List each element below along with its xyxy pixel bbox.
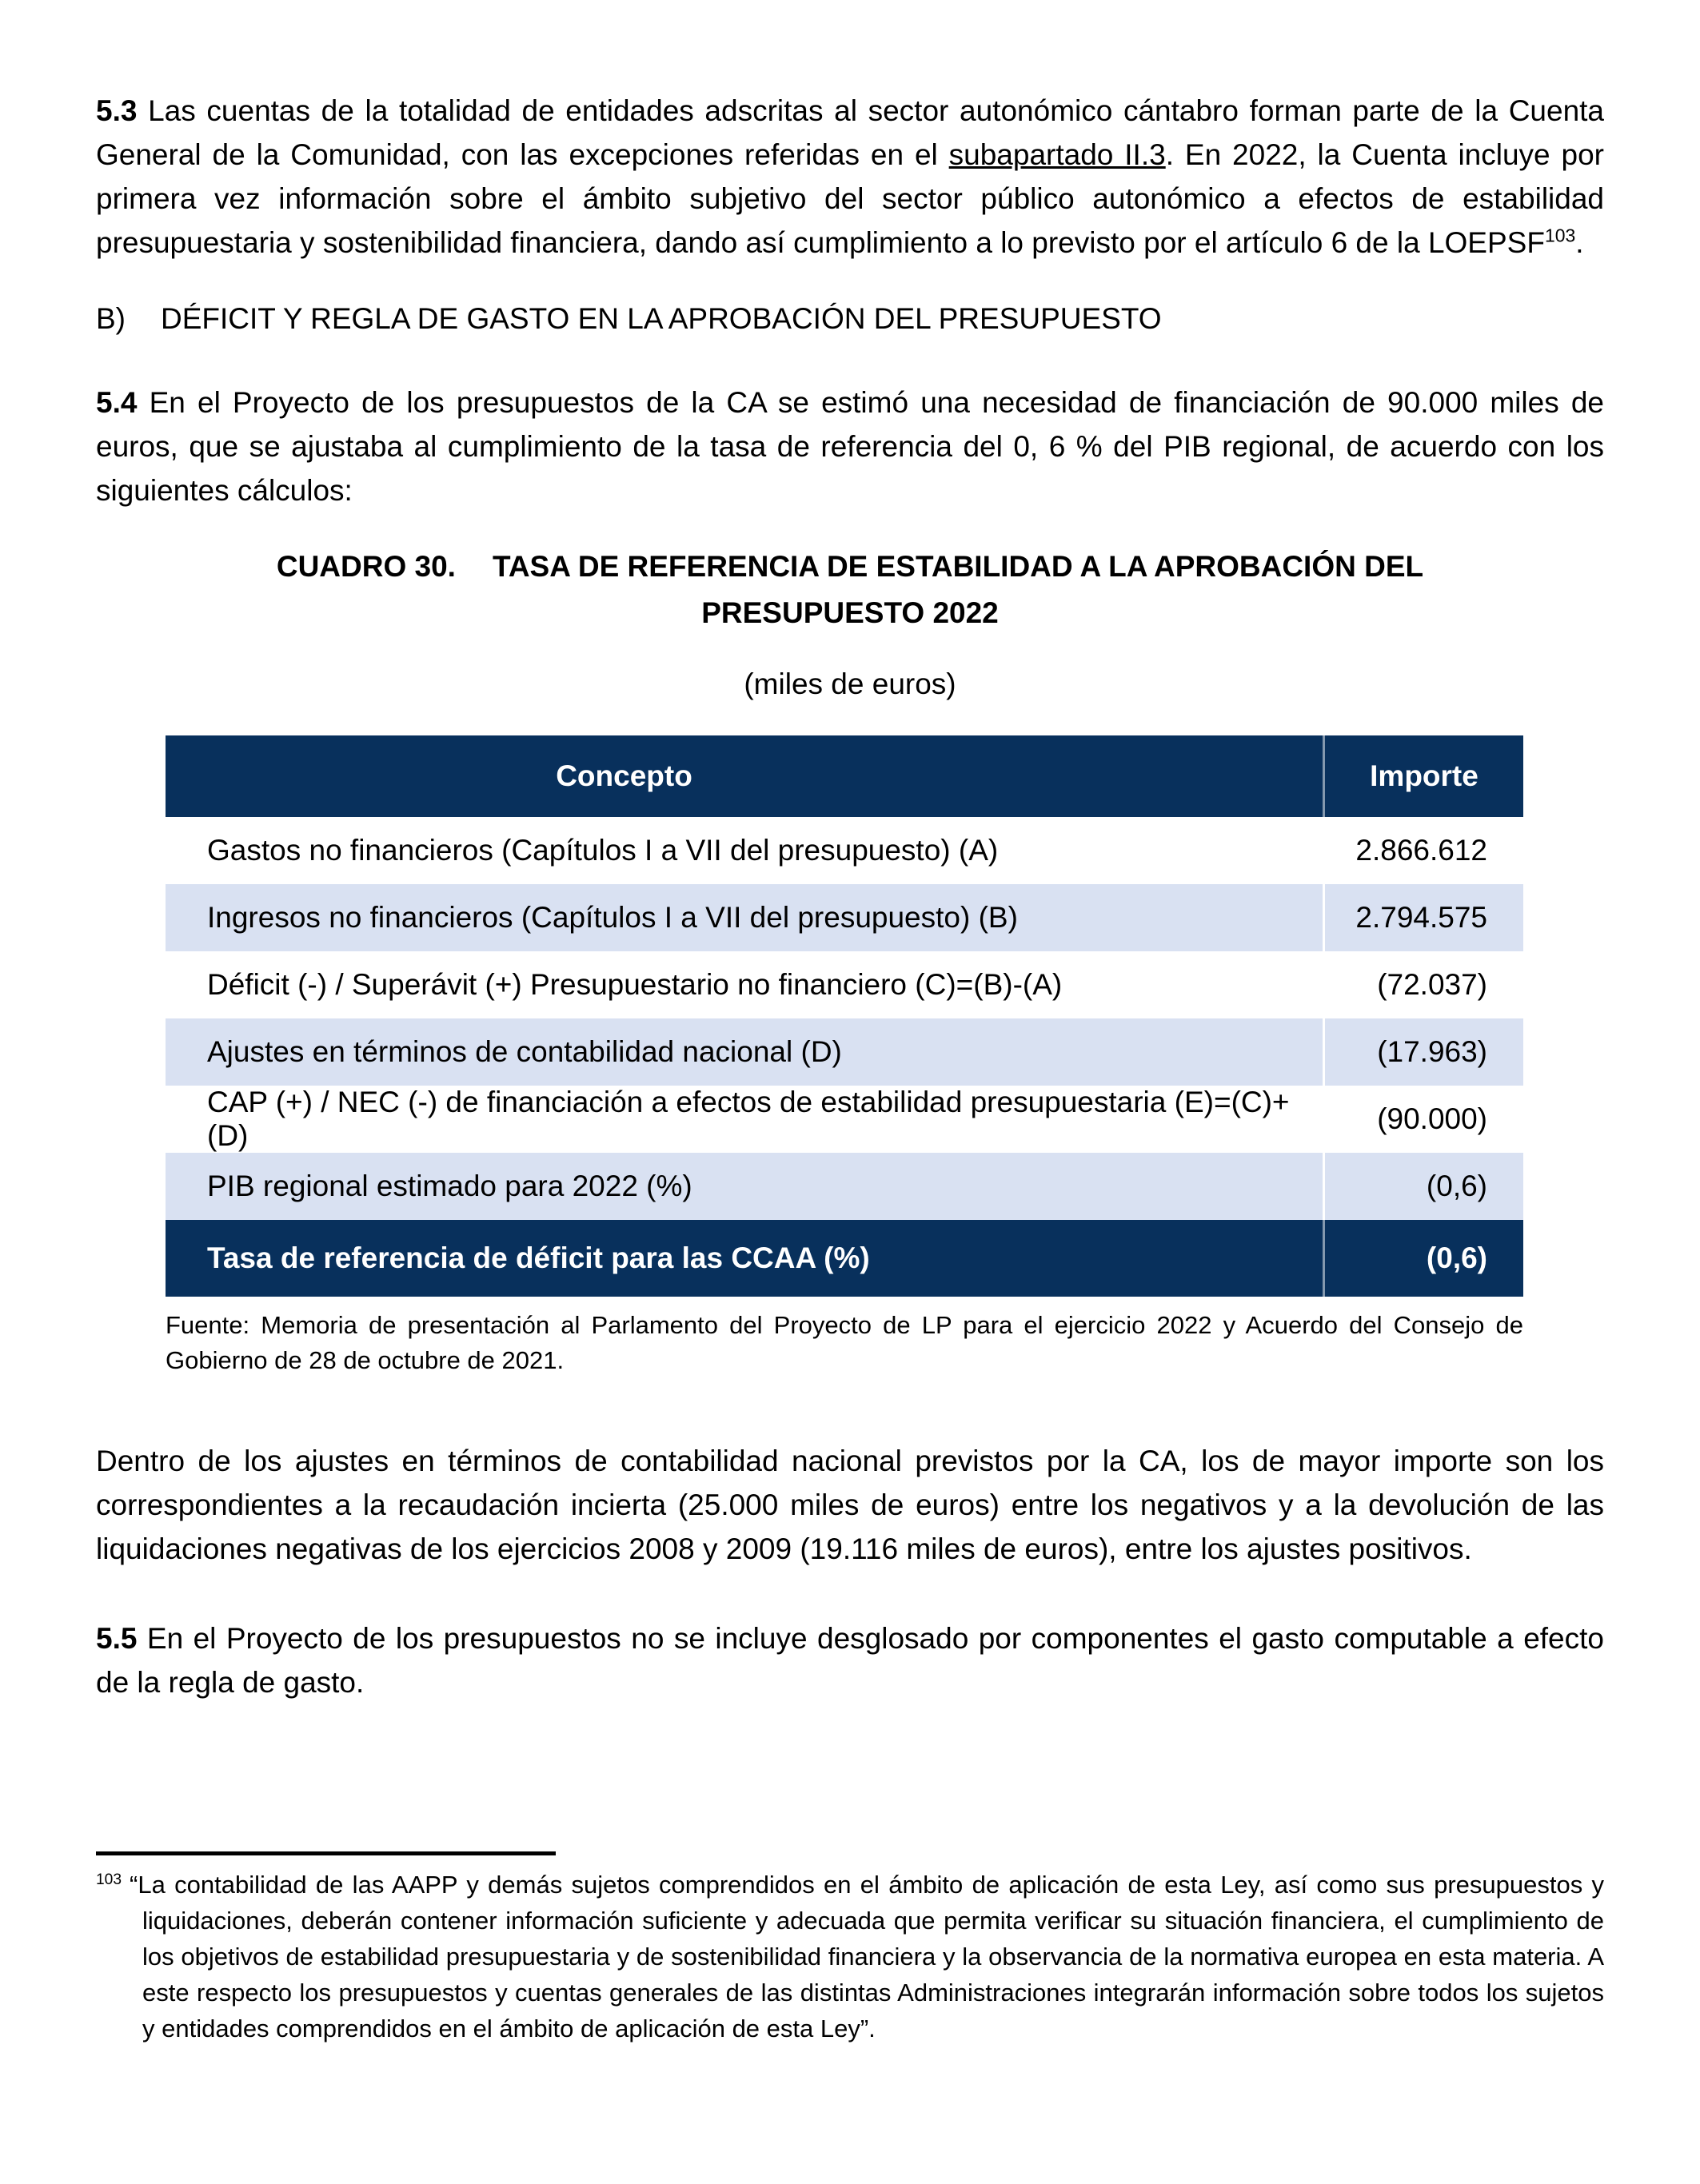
paragraph-adjustments <box>96 1439 1604 1571</box>
cell-importe: 2.794.575 <box>1323 884 1523 951</box>
paragraph-5-4 <box>96 381 1604 512</box>
cell-concepto: Déficit (-) / Superávit (+) Presupuestario no financiero (C)=(B)-(A) <box>166 951 1323 1018</box>
section-b-title: DÉFICIT Y REGLA DE GASTO EN LA APROBACIÓN DEL PRESUPUESTO <box>161 302 1162 335</box>
table-source-note: Fuente: Memoria de presentación al Parlamento del Proyecto de LP para el ejercicio 2022 y Acuerdo del Consejo de Gobierno de 28 de octubre de 2021. <box>166 1311 1523 1374</box>
cell-importe: (72.037) <box>1323 951 1523 1018</box>
section-b-heading <box>96 297 1604 341</box>
cell-importe: 2.866.612 <box>1323 817 1523 884</box>
text-run: 5.4 <box>96 386 150 419</box>
text-run: Dentro de los ajustes en términos de contabilidad nacional previstos por la CA, los de mayor importe son los correspondientes a la recaudación incierta (25.000 miles de euros) entre los negativos y a la devolución de las liquidaciones negativas de los ejercicios 2008 y 2009 (19.116 miles de euros), entre los ajustes positivos. <box>96 1445 1604 1565</box>
column-header-importe: Importe <box>1323 735 1523 817</box>
cell-concepto: PIB regional estimado para 2022 (%) <box>166 1153 1323 1220</box>
table-number-label: CUADRO 30. <box>276 550 456 583</box>
text-run: En el Proyecto de los presupuestos no se incluye desglosado por componentes el gasto computable a efecto de la regla de gasto. <box>96 1622 1604 1699</box>
cell-importe: (17.963) <box>1323 1018 1523 1086</box>
table-row <box>166 817 1523 884</box>
cell-concepto: Gastos no financieros (Capítulos I a VII del presupuesto) (A) <box>166 817 1323 884</box>
cell-concepto: Tasa de referencia de déficit para las CCAA (%) <box>166 1220 1323 1297</box>
table-title-line1 <box>96 544 1604 590</box>
budget-table-header <box>166 735 1523 817</box>
cell-importe: (0,6) <box>1323 1220 1523 1297</box>
budget-table-body <box>166 817 1523 1297</box>
paragraph-5-5 <box>96 1616 1604 1704</box>
footnote-separator <box>96 1851 556 1855</box>
text-run: . <box>1575 226 1584 259</box>
text-run: Las cuentas de la totalidad de entidades adscritas al sector autonómico cántabro forman parte de la Cuenta General de la Comunidad, con las excepciones referidas en el <box>96 94 1605 171</box>
table-title-line2: PRESUPUESTO 2022 <box>701 596 999 629</box>
text-run: . En 2022, la Cuenta incluye por primera vez información sobre el ámbito subjetivo del sector público autonómico a efectos de estabilidad presupuestaria y sostenibilidad financiera, dando así cumplimiento a lo previsto por el artículo 6 de la LOEPSF <box>96 138 1604 259</box>
cell-concepto: CAP (+) / NEC (-) de financiación a efectos de estabilidad presupuestaria (E)=(C)+(D) <box>166 1086 1323 1153</box>
section-b-label: B) <box>96 302 126 335</box>
header-row <box>166 735 1523 817</box>
table-row <box>166 1153 1523 1220</box>
table-row <box>166 1018 1523 1086</box>
table-row <box>166 884 1523 951</box>
text-run: subapartado II.3 <box>948 138 1166 171</box>
paragraph-5-3 <box>96 89 1604 265</box>
cell-concepto: Ingresos no financieros (Capítulos I a VII del presupuesto) (B) <box>166 884 1323 951</box>
table-row <box>166 1086 1523 1153</box>
table-title <box>96 544 1604 636</box>
table-row <box>166 951 1523 1018</box>
text-run: 5.5 <box>96 1622 147 1655</box>
text-run: En el Proyecto de los presupuestos de la CA se estimó una necesidad de financiación de 90.000 miles de euros, que se ajustaba al cumplimiento de la tasa de referencia del 0, 6 % del PIB regional, de acuerdo con los siguientes cálculos: <box>96 386 1605 507</box>
column-header-concepto: Concepto <box>166 735 1323 817</box>
text-run: “La contabilidad de las AAPP y demás sujetos comprendidos en el ámbito de aplicación de esta Ley, así como sus presupuestos y liquidaciones, deberán contener información suficiente y adecuada que permita verificar su situación financiera, el cumplimiento de los objetivos de estabilidad presupuestaria y de sostenibilidad financiera y la observancia de la normativa europea en esta materia. A este respecto los presupuestos y cuentas generales de las distintas Administraciones integrarán información sobre todos los sujetos y entidades comprendidos en el ámbito de aplicación de esta Ley”. <box>130 1871 1604 2043</box>
superscript-run: 103 <box>1544 225 1576 246</box>
superscript-run: 103 <box>96 1871 122 1888</box>
cell-importe: (0,6) <box>1323 1153 1523 1220</box>
cell-importe: (90.000) <box>1323 1086 1523 1153</box>
table-row-total <box>166 1220 1523 1297</box>
table-title-text: TASA DE REFERENCIA DE ESTABILIDAD A LA APROBACIÓN DEL <box>492 550 1424 583</box>
table-units-label: (miles de euros) <box>744 668 956 700</box>
text-run: 5.3 <box>96 94 149 127</box>
budget-table <box>166 735 1523 1297</box>
cell-concepto: Ajustes en términos de contabilidad nacional (D) <box>166 1018 1323 1086</box>
footnote-103 <box>96 1867 1604 2047</box>
